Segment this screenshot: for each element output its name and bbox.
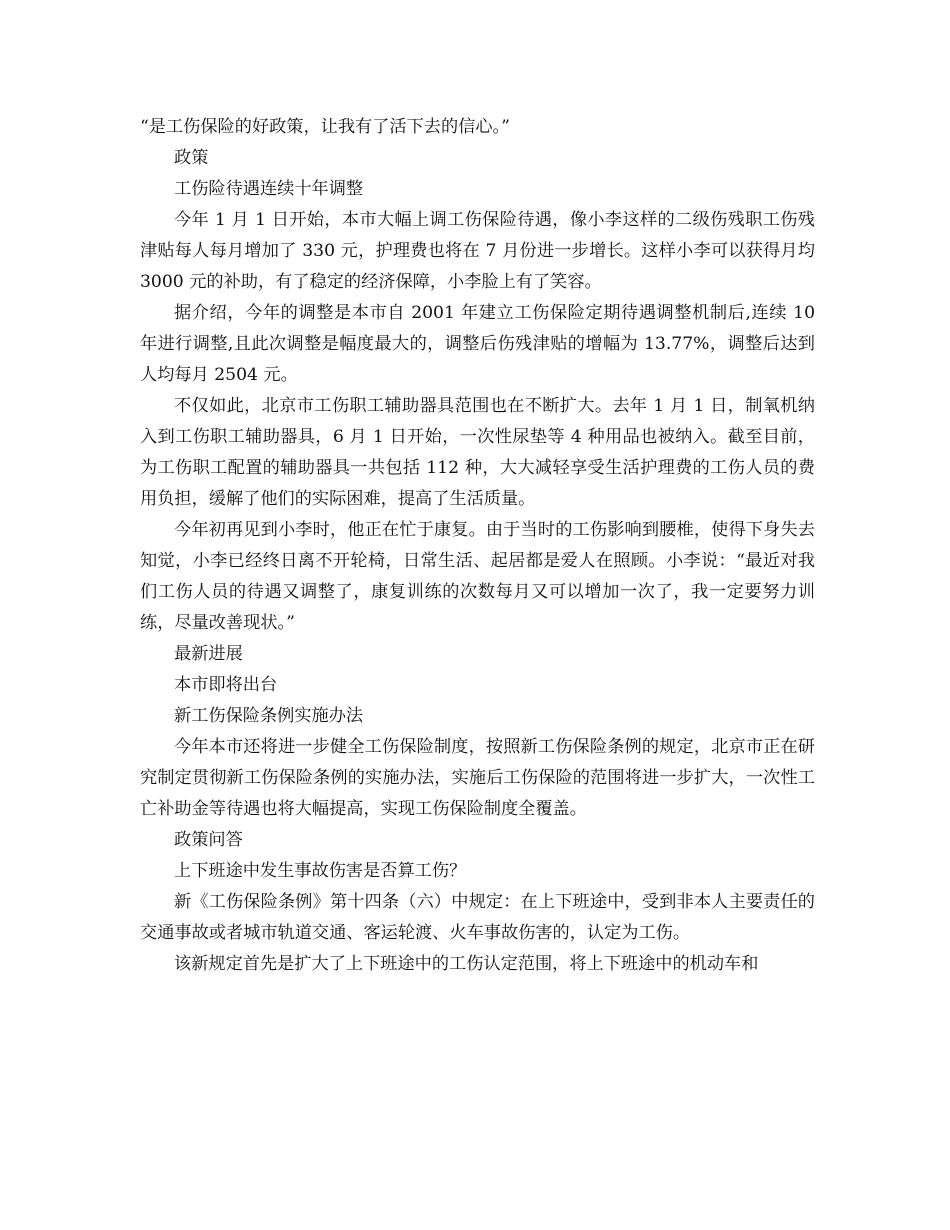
question-commute-injury: 上下班途中发生事故伤害是否算工伤？ — [174, 861, 467, 881]
paragraph-benefit-increase: 今年 1 月 1 日开始，本市大幅上调工伤保险待遇，像小李这样的二级伤残职工伤残津贴每人每月增加了 330 元，护理费也将在 7 月份进一步增长。这样小李可以获得月均 3000 元的补助，有了稳定的经济保障，小李脸上有了笑容。 — [140, 210, 815, 292]
paragraph-quote-opening: “是工伤保险的好政策，让我有了活下去的信心。” — [140, 117, 510, 137]
document-page — [140, 112, 815, 980]
subheading-ten-year-adjustment: 工伤险待遇连续十年调整 — [174, 179, 364, 199]
paragraph-assistive-devices: 不仅如此，北京市工伤职工辅助器具范围也在不断扩大。去年 1 月 1 日，制氧机纳入到工伤职工辅助器具，6 月 1 日开始，一次性尿垫等 4 种用品也被纳入。截至目前，为工伤职工配置的辅助器具一共包括 112 种，大大减轻享受生活护理费的工伤人员的费用负担，缓解了他们的实际困难，提高了生活质量。 — [140, 396, 815, 509]
section-heading-policy: 政策 — [174, 148, 209, 168]
paragraph-adjustment-details: 据介绍，今年的调整是本市自 2001 年建立工伤保险定期待遇调整机制后,连续 10 年进行调整,且此次调整是幅度最大的，调整后伤残津贴的增幅为 13.77%，调整后达到人均每月 2504 元。 — [140, 303, 815, 385]
answer-article-fourteen: 新《工伤保险条例》第十四条（六）中规定：在上下班途中，受到非本人主要责任的交通事故或者城市轨道交通、客运轮渡、火车事故伤害的，认定为工伤。 — [140, 892, 815, 943]
paragraph-rehabilitation: 今年初再见到小李时，他正在忙于康复。由于当时的工伤影响到腰椎，使得下身失去知觉，小李已经终日离不开轮椅，日常生活、起居都是爱人在照顾。小李说：“最近对我们工伤人员的待遇又调整了，康复训练的次数每月又可以增加一次了，我一定要努力训练，尽量改善现状。” — [140, 520, 815, 633]
paragraph-new-regulations: 今年本市还将进一步健全工伤保险制度，按照新工伤保险条例的规定，北京市正在研究制定贯彻新工伤保险条例的实施办法，实施后工伤保险的范围将进一步扩大，一次性工亡补助金等待遇也将大幅提高，实现工伤保险制度全覆盖。 — [140, 737, 815, 819]
subheading-new-regulations: 新工伤保险条例实施办法 — [174, 706, 364, 726]
subheading-upcoming: 本市即将出台 — [174, 675, 278, 695]
paragraph-commute-scope: 该新规定首先是扩大了上下班途中的工伤认定范围，将上下班途中的机动车和 — [174, 954, 759, 974]
section-heading-policy-qa: 政策问答 — [174, 830, 243, 850]
section-heading-latest-progress: 最新进展 — [174, 644, 243, 664]
